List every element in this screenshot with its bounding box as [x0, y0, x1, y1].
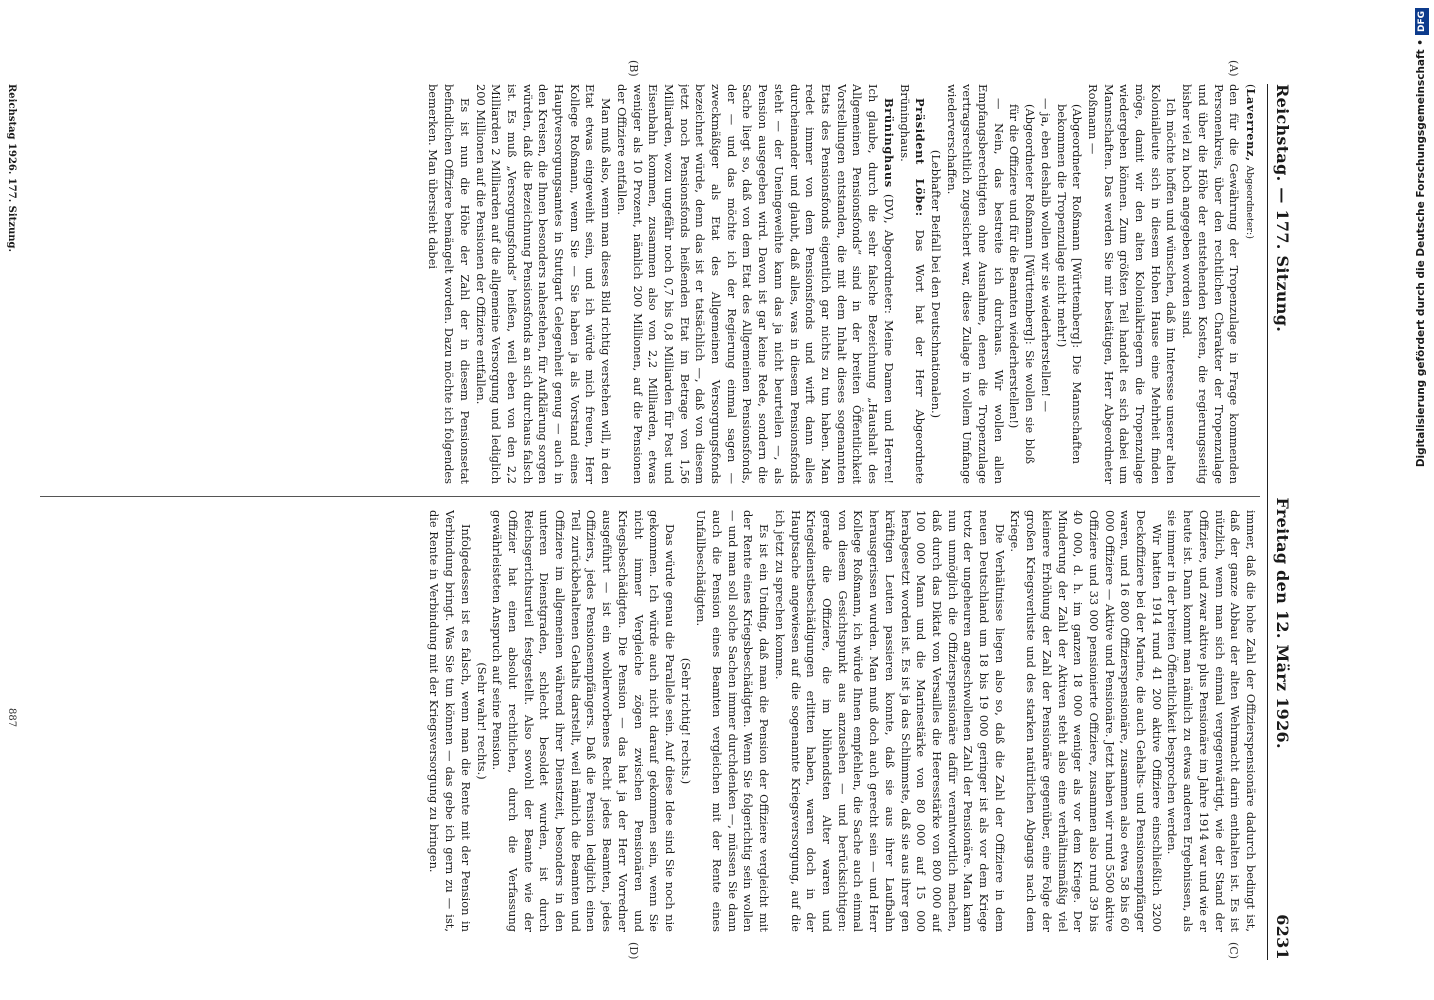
- page-number: 6231: [1273, 914, 1293, 960]
- dfg-credit-text: [1410, 8, 1432, 992]
- running-head-date: Freitag den 12. März 1926.: [1273, 497, 1293, 749]
- paragraph: Es ist nun die Höhe der Zahl der in diesem Pensionsetat befindlichen Offiziere bemängelt worden. Dazu möchte ich folgendes bemerken. Man übersieht dabei: [426, 84, 472, 484]
- paragraph: Das würde genau die Parallele sein. Auf diese Idee sind Sie noch nie gekommen. Ich würde auch nicht darauf gekommen sein, wenn Sie nicht immer Vergleiche zögen zwischen Pensionären und Kriegsbeschädigten. Die Pension — das hat ja der Herr Vorredner ausgeführt — ist ein wohlerworbenes Recht jedes Beamten, jedes Offiziers, jedes Pensionsempfängers. Daß die Pension lediglich einen Teil zurückbehaltenen Gehalts darstellt, weil nämlich die Beamten und Offiziere im allgemeinen während ihrer Dienstzeit, besonders in den unteren Dienstgraden, schlecht besoldet wurden, ist durch Reichsgerichtsurteil festgestellt. Also sowohl der Beamte wie der Offizier hat einen absolut rechtlichen, durch die Verfassung gewährleisteten Anspruch auf seine Pension.: [490, 510, 677, 932]
- dfg-credit-label: Digitalisierung gefördert durch die Deutsche Forschungsgemeinschaft •: [1415, 39, 1427, 468]
- paragraph: den für die Gewährung der Tropenzulage in Frage kommenden Personenkreis, über den rechtlichen Charakter der Tropenzulage und über die Höhe der entstehenden Kosten, die regierungsseitig bisher viel zu hoch angegeben worden sind.: [1180, 84, 1242, 484]
- speaker-name: Laverrenz,: [1244, 88, 1258, 162]
- paragraph: Es ist ein Unding, daß man die Pension der Offiziere vergleicht mit der Rente eines Kriegsbeschädigten. Wenn Sie folgerichtig sein wollen — und man soll solche Sachen immer durchdenken —, müssen Sie dann auch die Pension eines Beamten vergleichen mit der Rente eines Unfallbeschädigten.: [694, 510, 772, 932]
- paragraph: — Nein, das bestreite ich durchaus. Wir wollen allen Empfangsberechtigten ohne Ausnahme, denen die Tropenzulage vertragsrechtlich zugesichert war, diese Zulage in vollem Umfange wiederverschaffen.: [944, 84, 1006, 484]
- speaker-paragraph: [613, 84, 896, 484]
- left-text-column: [20, 84, 1258, 484]
- dfg-credit-strip: [1410, 8, 1432, 992]
- paragraph-text: (DV), Abgeordneter: Meine Damen und Herren! Ich glaube, durch die sehr falsche Bezeichnung „Haushalt des Allgemeinen Pensionsfonds“ sind in der breiten Öffentlichkeit Vorstellungen entstanden, die mit dem Inhalt dieses sogenannten Etats des Pensionsfonds eigentlich gar nichts zu tun haben. Man redet immer von dem Pensionsfonds und wirft dann alles durcheinander und glaubt, daß alles, was in diesem Pensionsfonds steht — der Uneingeweihte kann das ja nicht beurteilen —, als Pension ausgegeben wird. Davon ist gar keine Rede, sondern die Sache liegt so, daß von dem Etat des Allgemeinen Pensionsfonds, der — und das möchte ich der Regierung einmal sagen — zweckmäßiger als Etat des Allgemeinen Versorgungsfonds bezeichnet würde, denn das ist er tatsächlich —, daß von diesem jetzt noch Pensionsfonds heißenden Etat im Betrage von 1,56 Milliarden, wozu ungefähr noch 0,7 bis 0,8 Milliarden für Post und Eisenbahn kommen, zusammen also von 2,2 Milliarden, etwas weniger als 10 Prozent, nämlich 200 Millionen, auf die Pensionen der Offiziere entfallen.: [614, 84, 896, 484]
- paragraph: Wir hatten 1914 rund 41 200 aktive Offiziere einschließlich 3200 Deckoffiziere bei der Marine, die auch Gehalts- und Pensionsempfänger waren, und 16 800 Offizierspensionäre, zusammen also etwa 58 bis 60 000 Offiziere — Aktive und Pensionäre. Jetzt haben wir rund 5500 aktive Offiziere und 33 000 pensionierte Offiziere, zusammen also rund 39 bis 40 000, d. h. im ganzen 18 000 weniger als vor dem Kriege. Der Minderung der Zahl der Aktiven steht also eine verhältnismäßig viel kleinere Erhöhung der Zahl der Pensionäre gegenüber, eine Folge der großen Kriegsverluste und des starken natürlichen Abgangs nach dem Kriege.: [1008, 510, 1164, 932]
- speaker-role: Abgeordneter:): [1244, 165, 1255, 239]
- footer-sheet-number: 887: [6, 708, 17, 728]
- speaker-heading-bracket: (: [1244, 84, 1258, 89]
- margin-letter-c: (C): [1227, 942, 1240, 959]
- paragraph: Die Verhältnisse liegen also so, daß die Zahl der Offiziere in dem neuen Deutschland um 18 bis 19 000 geringer ist als vor dem Kriege trotz der ungeheuren angeschwollenen Zahl der Pensionäre. Man kann nun unmöglich die Offizierspensionäre dafür verantwortlich machen, daß durch das Diktat von Versailles die Heeresstärke von 800 000 auf 100 000 Mann und die Marinestärke von 80 000 auf 15 000 herabgesetzt worden ist. Es ist ja das Schlimmste, daß sie aus ihrer gen kräftigen Leuten passieren konnte, daß sie aus ihrer Laufbahn herausgerissen wurden. Man muß doch auch gerecht sein — und Herr Kollege Roßmann, ich würde Ihnen empfehlen, die Sache auch einmal von diesem Gesichtspunkt aus anzusehen — und berücksichtigen: gerade die Offiziere, die im blühendsten Alter waren und Kriegsdienstbeschädigungen erlitten haben, waren doch in der Hauptsache angewiesen auf die sogenannte Kriegsversorgung, auf die ich jetzt zu sprechen komme.: [772, 510, 1007, 932]
- interjection: (Sehr wahr! rechts.): [474, 662, 489, 780]
- margin-letter-b: (B): [627, 60, 640, 77]
- header-rule: [1267, 84, 1268, 960]
- paragraph: Ich möchte hoffen und wünschen, daß im Interesse unserer alten Kolonialleute sich in diesem Hohen Hause eine Mehrheit finden möge, damit wir den alten Kolonialkriegern die Tropenzulage wiedergeben können. Zum größten Teil handelt es sich dabei um Mannschaften. Das werden Sie mir bestätigen, Herr Abgeordneter Roßmann —: [1085, 84, 1179, 484]
- margin-letter-d: (D): [627, 942, 640, 960]
- dfg-logo: DFG: [1415, 8, 1429, 35]
- interjection-block: (Abgeordneter Roßmann [Württemberg]: Die Mannschaften bekommen die Tropenzulage nicht mehr!): [1054, 104, 1085, 464]
- speaker-paragraph: [896, 84, 927, 484]
- running-head: [1270, 84, 1296, 960]
- interjection-block: (Abgeordneter Roßmann [Württemberg]: Sie wollen sie bloß für die Offiziere und für die Beamten wiederherstellen!): [1007, 104, 1038, 464]
- paragraph: Infolgedessen ist es falsch, wenn man die Rente mit der Pension in Verbindung bringt. Was Sie tun können — das gebe ich gern zu — ist, die Rente in Verbindung mit der Kriegsversorgung zu bringen.: [427, 510, 473, 932]
- speaker-name: Präsident Löbe:: [913, 98, 928, 217]
- interjection: (Lebhafter Beifall bei den Deutschnationalen.): [928, 149, 943, 419]
- margin-letter-a: (A): [1227, 60, 1240, 77]
- speaker-heading: [1241, 84, 1258, 484]
- running-head-left: Reichstag. — 177. Sitzung.: [1273, 84, 1293, 333]
- column-divider: [40, 496, 1260, 497]
- speaker-name: Brüninghaus: [881, 98, 896, 188]
- paragraph-text: Das Wort hat der Herr Abgeordnete Brüninghaus.: [897, 84, 928, 484]
- footer-signature: Reichstag 1926. 177. Sitzung.: [6, 84, 17, 252]
- paragraph: — ja, eben deshalb wollen wir sie wiederherstellen! —: [1038, 98, 1053, 413]
- paragraph: Man muß also, wenn man dieses Bild richtig verstehen will, in den Etat etwas eingeweiht sein, und ich würde mich freuen, Herr Kollege Roßmann, wenn Sie — Sie haben ja als Vorstand eines Hauptversorgungsamtes in Stuttgart Gelegenheit genug — auch in den Kreisen, die Ihnen besonders nahestehen, für Aufklärung sorgen würden, daß die Bezeichnung Pensionsfonds an sich durchaus falsch ist. Es muß „Versorgungsfonds“ heißen, weil eben von den 2,2 Milliarden 2 Milliarden auf die allgemeine Versorgung und lediglich 200 Millionen auf die Pensionen der Offiziere entfallen.: [473, 84, 614, 484]
- paragraph: immer, daß die hohe Zahl der Offizierspensionäre dadurch bedingt ist, daß der ganze Abbau der alten Wehrmacht darin enthalten ist. Es ist nützlich, wenn man sich einmal vergegenwärtigt, wie der Stand der Offiziere, und zwar aktive plus Pensionäre im Jahre 1914 war und wie er heute ist. Dann kommt man nämlich zu etwas anderen Ergebnissen, als sie immer in der breiten Öffentlichkeit besprochen werden.: [1165, 510, 1258, 932]
- interjection: (Sehr richtig! rechts.): [678, 657, 693, 785]
- right-text-column: [20, 510, 1258, 932]
